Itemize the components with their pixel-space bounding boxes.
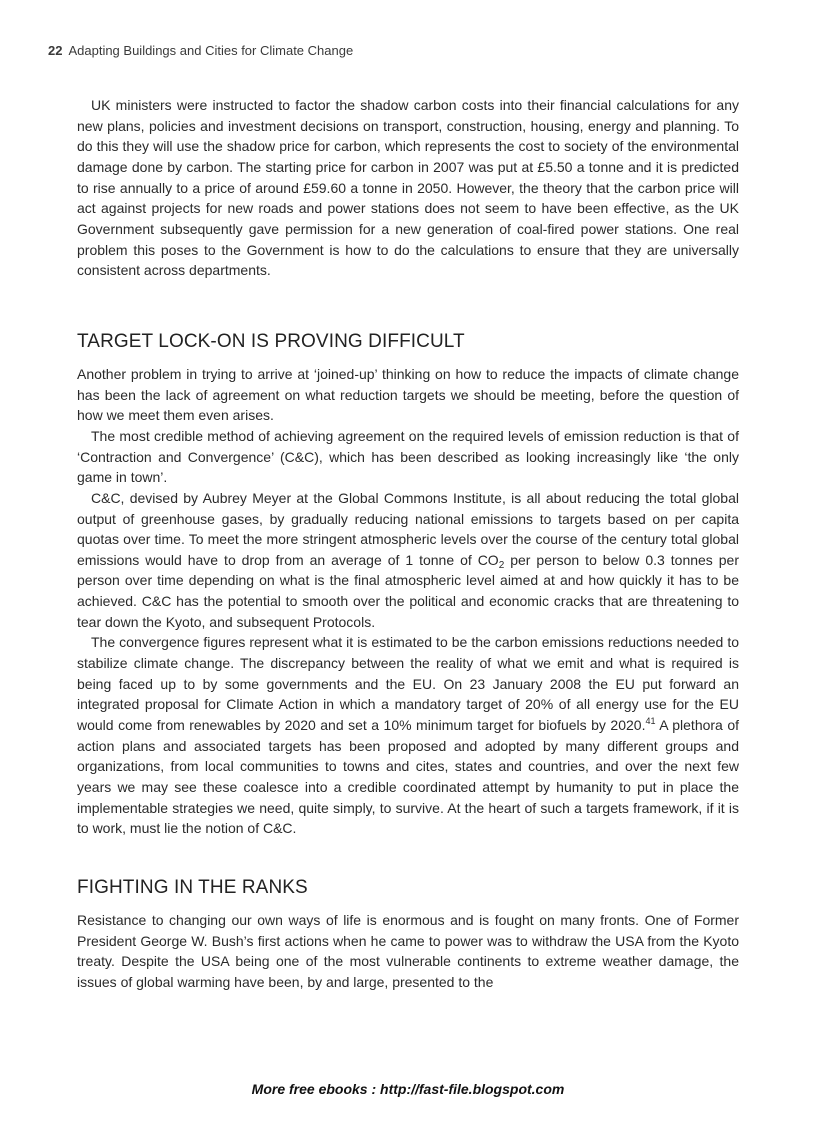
paragraph-joined-up-thinking: Another problem in trying to arrive at ‘joined-up’ thinking on how to reduce the impacts of climate change has been the lack of agreement on what reduction targets we should be meeting, before the question of how we meet them even arises. (77, 365, 739, 424)
section-heading-target-lock-on: TARGET LOCK-ON IS PROVING DIFFICULT (77, 330, 465, 352)
paragraph-convergence-figures (77, 632, 739, 839)
co2-subscript: 2 (498, 559, 505, 571)
footnote-reference: 41 (645, 716, 656, 727)
section-heading-fighting-in-the-ranks: FIGHTING IN THE RANKS (77, 877, 308, 898)
paragraph-cc-global-commons (77, 488, 739, 633)
paragraph-text: The convergence figures represent what it is estimated to be the carbon emissions reductions needed to stabilize climate change. The discrepancy between the reality of what we emit and what is required is being faced up to by some governments and the EU. On 23 January 2008 the EU put forward an integrated proposal for Climate Action in which a mandatory target of 20% of all energy use for the EU would come from renewables by 2020 and set a 10% minimum target for biofuels by 2020. (77, 634, 739, 734)
paragraph-text: C&C, devised by Aubrey Meyer at the Global Commons Institute, is all about reducing the total global output of greenhouse gases, by gradually reducing national emissions to targets based on per capita quotas over time. To meet the more stringent atmospheric levels over the course of the century total global emissions would have to drop from an average of 1 tonne of CO (77, 489, 739, 568)
page-number: 22 (48, 43, 63, 58)
running-header (48, 43, 353, 58)
footer-ebooks-link[interactable]: More free ebooks : http://fast-file.blogspot.com (251, 1081, 565, 1097)
paragraph-resistance-to-change: Resistance to changing our own ways of life is enormous and is fought on many fronts. One of Former President George W. Bush’s first actions when he came to power was to withdraw the USA from the Kyoto treaty. Despite the USA being one of the most vulnerable continents to extreme weather damage, the issues of global warming have been, by and large, presented to the (77, 912, 739, 990)
paragraph-text: per person to below 0.3 tonnes per person over time depending on what is the final atmospheric level aimed at and how quickly it has to be achieved. C&C has the potential to smooth over the political and economic cracks that are threatening to tear down the Kyoto, and subsequent Protocols. (77, 551, 739, 630)
paragraph-text: A plethora of action plans and associated targets has been proposed and adopted by many different groups and organizations, from local communities to towns and cites, states and countries, and over the next few years we may see these coalesce into a credible coordinated attempt by humanity to put in place the implementable strategies we need, quite simply, to survive. At the heart of such a targets framework, if it is to work, must lie the notion of C&C. (77, 717, 740, 837)
paragraph-shadow-carbon: UK ministers were instructed to factor the shadow carbon costs into their financial calculations for any new plans, policies and investment decisions on transport, construction, housing, energy and planning. To do this they will use the shadow price for carbon, which represents the cost to society of the environmental damage done by carbon. The starting price for carbon in 2007 was put at £5.50 a tonne and it is predicted to rise annually to a price of around £59.60 a tonne in 2050. However, the theory that the carbon price will act against projects for new roads and power stations does not seem to have been effective, as the UK Government subsequently gave permission for a new generation of coal-fired power stations. One real problem this poses to the Government is how to do the calculations to ensure that they are universally consistent across departments. (77, 97, 739, 279)
page-body (77, 95, 739, 993)
paragraph-contraction-convergence: The most credible method of achieving agreement on the required levels of emission reduction is that of ‘Contraction and Convergence’ (C&C), which has been described as looking increasingly like ‘the only game in town’. (77, 427, 739, 486)
running-title: Adapting Buildings and Cities for Climate Change (68, 43, 354, 58)
